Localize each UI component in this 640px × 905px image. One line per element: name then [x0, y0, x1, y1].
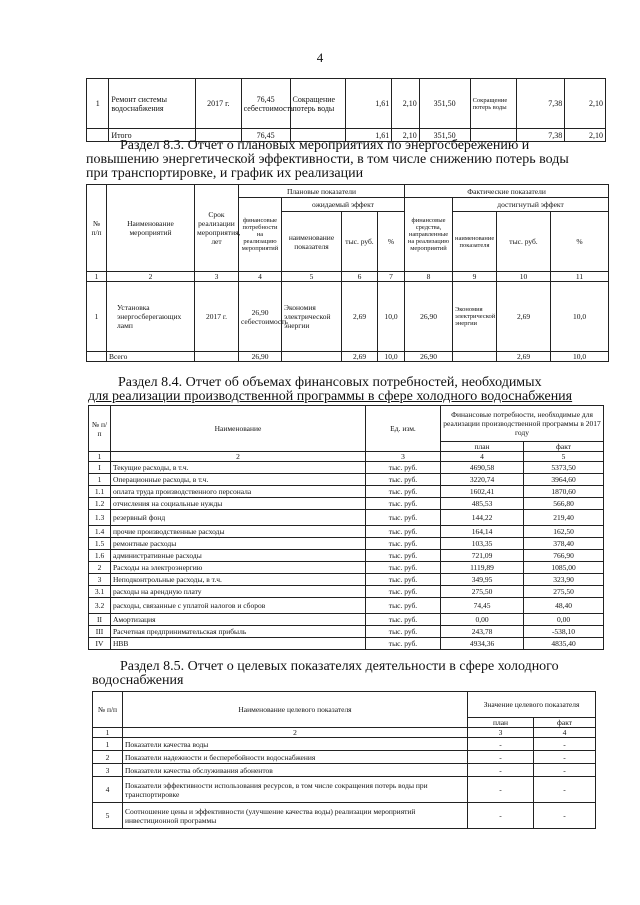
- table-row: 2 Расходы на электроэнергию тыс. руб. 1119,89 1085,00: [89, 562, 604, 574]
- column-numbers-row: 1 2 3 4: [93, 728, 596, 738]
- table-row: 1 Установка энергосберегающих ламп 2017 г. 26,90 себестоимость Экономия электрической энергии 2,69 10,0 26,90 Экономия электрической энергии 2,69 10,0: [87, 282, 609, 352]
- table-row: 3 Неподконтрольные расходы, в т.ч. тыс. руб. 349,95 323,90: [89, 574, 604, 586]
- table-row: 3 Показатели качества обслуживания абонентов - -: [93, 764, 596, 777]
- table-row: 5 Соотношение цены и эффективности (улучшение качества воды) реализации мероприятий инвестиционной программы - -: [93, 803, 596, 829]
- table-row: 3.2 расходы, связанные с уплатой налогов и сборов тыс. руб. 74,45 48,40: [89, 598, 604, 614]
- table-row: 1 Операционные расходы, в т.ч. тыс. руб. 3220,74 3964,60: [89, 474, 604, 486]
- table-target-indicators: № п/п Наименование целевого показателя Значение целевого показателя план факт 1 2 3 4 1 Показатели качества воды - - 2 Показатели надежности и бесперебойности водоснабжения - - 3 Показатели качества обслуживания абонентов - - 4 Показатели эффективности использования ресурсов, в том числе сокращения потерь воды при транспортировке - - 5 Соотношение цены и эффективности (улучшение качества воды) реализации мероприятий инвестиционной программы - -: [92, 691, 596, 829]
- page-number: 4: [316, 50, 324, 65]
- table-row: 1 Ремонт системы водоснабжения 2017 г. 76,45 себестоимость Сокращение потерь воды 1,61 2,10 351,50 Сокращение потерь воды 7,38 2,10: [87, 79, 606, 129]
- table-total-row: Итого 76,45 1,61 2,10 351,50 7,38 2,10: [87, 129, 606, 142]
- section-8-5-heading: Раздел 8.5. Отчет о целевых показателях деятельности в сфере холодного водоснабжения: [92, 659, 559, 688]
- table-energy-saving: № п/п Наименование мероприятий Срок реализации мероприятия, лет Плановые показатели Фактические показатели финансовые потребности на реализацию мероприятий ожидаемый эффект финансовые средства, направленные на реализацию мероприятий достигнутый эффект наименование показателя тыс. руб. % наименование показателя тыс. руб. % 1 2 3 4 5 6 7 8 9 10 11 1 Установка энергосберегающих ламп 2017 г. 26,90 себестоимость Экономия электрической энергии 2,69 10,0 26,90 Экономия электрической энергии 2,69 10,0 Всего 26,90 2,69 10,0 26,90 2,69 10,0: [86, 184, 609, 362]
- table-total-row: Всего 26,90 2,69 10,0 26,90 2,69 10,0: [87, 352, 609, 362]
- table-row: 2 Показатели надежности и бесперебойности водоснабжения - -: [93, 751, 596, 764]
- table-row: 1 Показатели качества воды - -: [93, 738, 596, 751]
- table-financial-needs: № п/п Наименование Ед. изм. Финансовые потребности, необходимые для реализации производственной программы в 2017 году план факт 1 2 3 4 5 I Текущие расходы, в т.ч. тыс. руб. 4690,58 5373,50 1 Операционные расходы, в т.ч. тыс. руб. 3220,74 3964,60 1.1 оплата труда производственного персонала тыс. руб. 1602,41 1870,60 1.2 отчисления на социальные нужды тыс. руб. 485,53 566,80 1.3 резервный фонд тыс. руб. 144,22 219,40 1.4 прочие производственные расходы тыс. руб. 164,14 162,50 1.5 ремонтные расходы тыс. руб. 103,35 378,40 1.6 административные расходы тыс. руб. 721,09 766,90 2 Расходы на электроэнергию тыс. руб. 1119,89 1085,00 3 Неподконтрольные расходы, в т.ч. тыс. руб. 349,95 323,90 3.1 расходы на арендную плату тыс. руб. 275,50 275,50 3.2 расходы, связанные с уплатой налогов и сборов тыс. руб. 74,45 48,40 II Амортизация тыс. руб. 0,00 0,00 III Расчетная предпринимательская прибыль тыс. руб. 243,78 -538,10 IV НВВ тыс. руб. 4934,36 4835,40: [88, 405, 604, 650]
- table-row: I Текущие расходы, в т.ч. тыс. руб. 4690,58 5373,50: [89, 462, 604, 474]
- table-row: 1.2 отчисления на социальные нужды тыс. руб. 485,53 566,80: [89, 498, 604, 510]
- section-8-3-heading: Раздел 8.3. Отчет о плановых мероприятиях по энергосбережению и повышению энергетической эффективности, в том числе снижению потерь воды при транспортировке, и график их реализации: [86, 138, 569, 181]
- table-row: IV НВВ тыс. руб. 4934,36 4835,40: [89, 638, 604, 650]
- column-numbers-row: 1 2 3 4 5: [89, 452, 604, 462]
- table-row: III Расчетная предпринимательская прибыль тыс. руб. 243,78 -538,10: [89, 626, 604, 638]
- column-numbers-row: 1 2 3 4 5 6 7 8 9 10 11: [87, 272, 609, 282]
- table-row: 1.1 оплата труда производственного персонала тыс. руб. 1602,41 1870,60: [89, 486, 604, 498]
- table-row: 1.4 прочие производственные расходы тыс. руб. 164,14 162,50: [89, 526, 604, 538]
- section-8-4-heading: Раздел 8.4. Отчет об объемах финансовых потребностей, необходимых для реализации производственной программы в сфере холодного водоснабжения: [88, 375, 573, 404]
- table-continuation: [86, 78, 606, 142]
- table-row: 1.3 резервный фонд тыс. руб. 144,22 219,40: [89, 510, 604, 526]
- table-row: 3.1 расходы на арендную плату тыс. руб. 275,50 275,50: [89, 586, 604, 598]
- table-row: II Амортизация тыс. руб. 0,00 0,00: [89, 614, 604, 626]
- table-row: 4 Показатели эффективности использования ресурсов, в том числе сокращения потерь воды при транспортировке - -: [93, 777, 596, 803]
- table-row: 1.5 ремонтные расходы тыс. руб. 103,35 378,40: [89, 538, 604, 550]
- table-row: 1.6 административные расходы тыс. руб. 721,09 766,90: [89, 550, 604, 562]
